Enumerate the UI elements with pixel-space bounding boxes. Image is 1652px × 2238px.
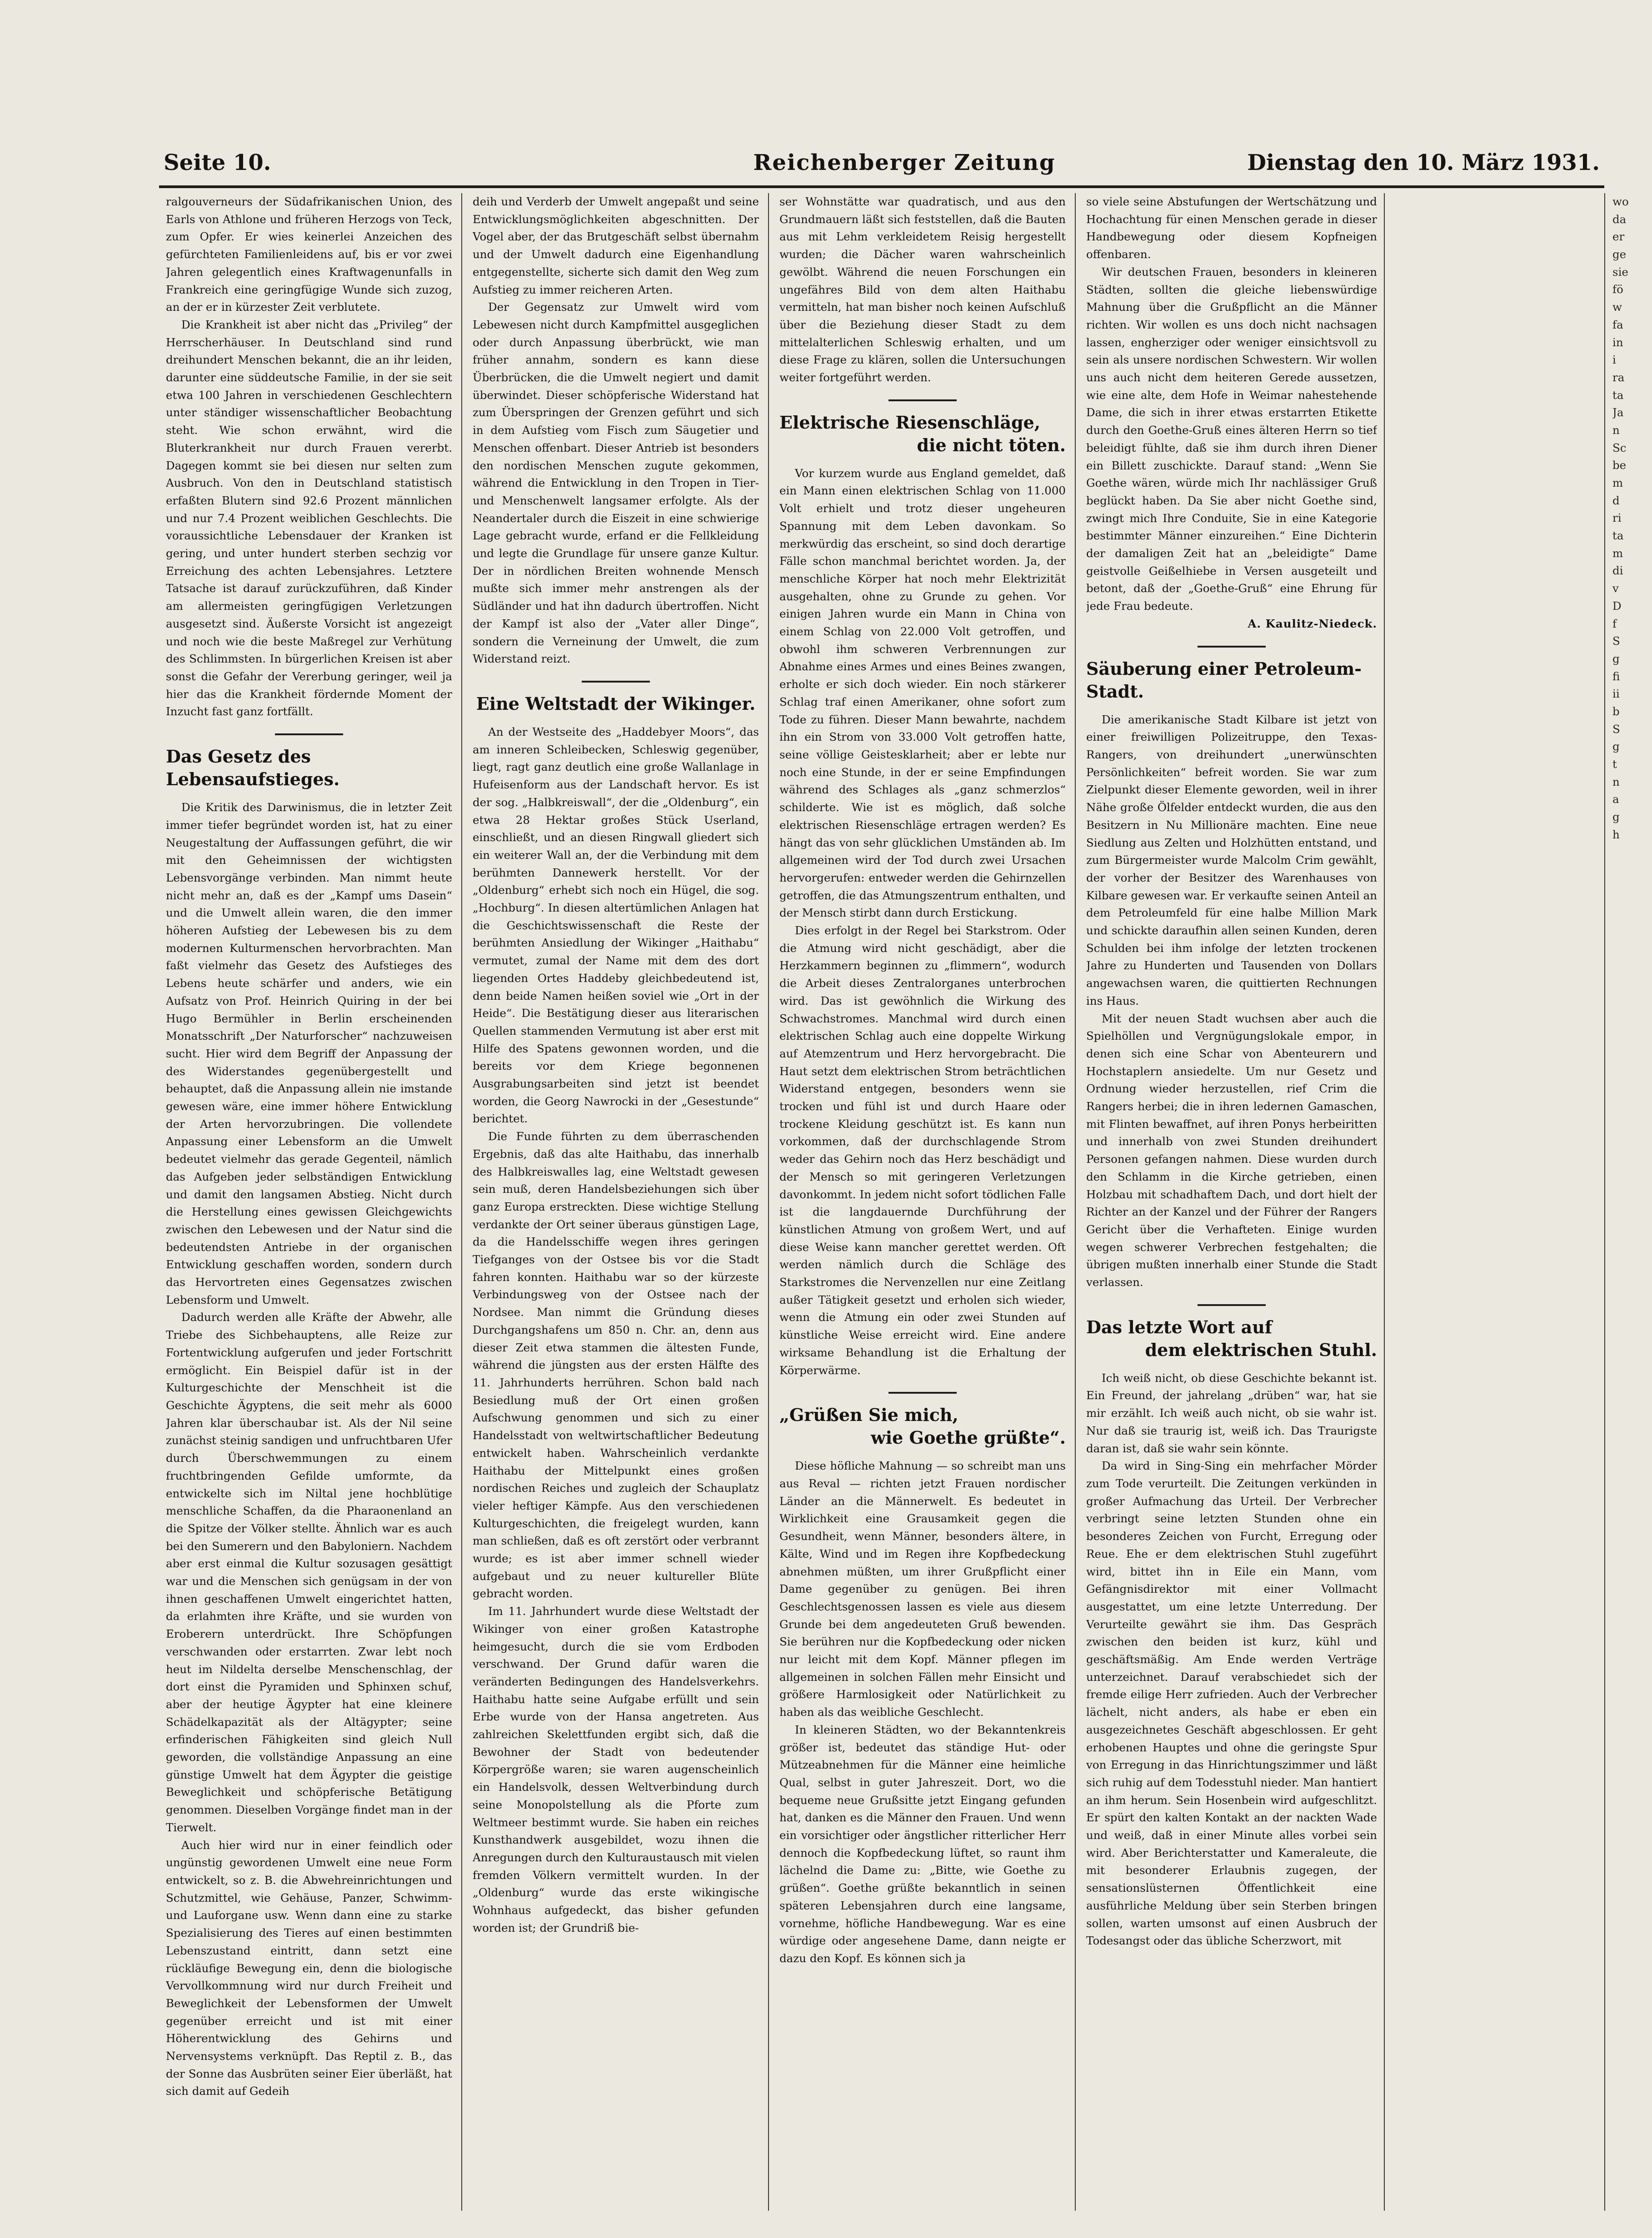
headline-line: Elektrische Riesenschläge, xyxy=(779,412,1041,433)
article-separator xyxy=(1198,1304,1266,1306)
headline-goethe-gruss xyxy=(779,1404,1066,1449)
page-header xyxy=(164,145,1600,181)
cropped-line-fragment: Sc xyxy=(1612,441,1627,454)
article-paragraph: Die Krankheit ist aber nicht das „Privileg“ der Herrscherhäuser. In Deutschland sind rund dreihundert Menschen bekannt, die an ihr leiden, darunter eine süddeutsche Familie, in der sie seit etwa 100 Jahren in verschiedenen Geschlechtern unter ständiger wissenschaftlicher Beobachtung steht. Wie schon erwähnt, wird die Bluterkrankheit nur durch Frauen vererbt. Dagegen kommt sie bei diesen nur selten zum Ausbruch. Von den in Deutschland statistisch erfaßten Blutern sind 92.6 Prozent männlichen und nur 7.4 Prozent weiblichen Geschlechts. Die voraussichtliche Lebensdauer der Kranken ist gering, und unter hundert sterben sechzig vor Erreichung des achten Lebensjahres. Letztere Tatsache ist darauf zurückzuführen, daß Kinder am allermeisten geringfügigen Verletzungen ausgesetzt sind. Äußerste Vorsicht ist angezeigt und noch wie die beste Maßregel zur Verhütung des Schlimmsten. In bürgerlichen Kreisen ist aber sonst die Gefahr der Vererbung geringer, weil ja hier das die Krankheit fördernde Moment der Inzucht fast ganz fortfällt. xyxy=(166,318,452,718)
cropped-line-fragment: h xyxy=(1612,827,1620,841)
page-number: Seite 10. xyxy=(164,150,271,175)
issue-date: Dienstag den 10. März 1931. xyxy=(1247,150,1600,175)
cropped-line-fragment: a xyxy=(1612,793,1619,806)
cropped-line-fragment: in xyxy=(1612,335,1623,349)
article-separator xyxy=(582,681,650,683)
headline-line: die nicht töten. xyxy=(917,434,1066,455)
cropped-line-fragment: v xyxy=(1612,582,1619,595)
cropped-line-fragment: g xyxy=(1612,740,1620,753)
article-paragraph: so viele seine Abstufungen der Wertschätzung und Hochachtung für einen Menschen gerade in dieser Handbewegung oder diesem Kopfneigen offenbaren. xyxy=(1086,195,1377,261)
cropped-line-fragment: t xyxy=(1612,758,1617,771)
cropped-line-fragment: S xyxy=(1612,634,1620,648)
cropped-line-fragment: m xyxy=(1612,476,1623,489)
article-paragraph: ser Wohnstätte war quadratisch, und aus den Grundmauern läßt sich feststellen, daß die Bauten aus mit Lehm verkleidetem Reisig hergestellt wurden; die Dächer waren wahrscheinlich gewölbt. Während die neuen Forschungen ein ungefähres Bild von dem alten Haithabu vermitteln, hat man bisher noch keinen Aufschluß über die Beziehung dieser Stadt zu dem mittelalterlichen Schleswig erhalten, und um diese Frage zu klären, sollen die Untersuchungen weiter fortgeführt werden. xyxy=(779,195,1066,384)
cropped-line-fragment: ri xyxy=(1612,511,1622,525)
author-signature: A. Kaulitz-Niedeck. xyxy=(1248,617,1377,630)
article-paragraph: An der Westseite des „Haddebyer Moors“, das am inneren Schleibecken, Schleswig gegenüber, liegt, ragt ganz deutlich eine große Wallanlage in Hufeisenform aus der Landschaft hervor. Es ist der sog. „Halbkreiswall“, der die „Oldenburg“, ein etwa 28 Hektar großes Stück Userland, einschließt, und an diesen Ringwall gliedert sich ein weiterer Wall an, der die Verbindung mit dem berühmten Dannewerk herstellt. Vor der „Oldenburg“ erhebt sich noch ein Hügel, die sog. „Hochburg“. In diesen altertümlichen Anlagen hat die Geschichtswissenschaft die Reste der berühmten Ansiedlung der Wikinger „Haithabu“ vermutet, zumal der Name mit dem des dort liegenden Ortes Haddeby gleichbedeutend ist, denn beide Namen heißen soviel wie „Ort in der Heide“. Die Bestätigung dieser aus literarischen Quellen stammenden Vermutung ist aber erst mit Hilfe des Spatens gewonnen worden, und die bereits vor dem Kriege begonnenen Ausgrabungsarbeiten sind jetzt ist beendet worden, die Georg Nawrocki in der „Gesestunde“ berichtet. xyxy=(473,725,759,1126)
cropped-line-fragment: i xyxy=(1612,353,1616,367)
cropped-line-fragment: er xyxy=(1612,230,1625,244)
cropped-line-fragment: ta xyxy=(1612,388,1624,402)
headline-petroleum-stadt: Säuberung einer Petroleum-Stadt. xyxy=(1086,658,1362,702)
headline-lebensaufstieg: Das Gesetz des Lebensaufstieges. xyxy=(166,746,340,790)
article-paragraph: deih und Verderb der Umwelt angepaßt und seine Entwicklungsmöglichkeiten abgeschnitten. Der Vogel aber, der das Brutgeschäft selbst übernahm und der Umwelt dadurch eine Eigenhandlung entgegenstellte, sicherte sich damit den Weg zum Aufstieg zu immer reicheren Arten. xyxy=(473,195,759,296)
article-separator xyxy=(888,1392,957,1394)
cropped-line-fragment: ra xyxy=(1612,370,1625,384)
article-paragraph: Im 11. Jahrhundert wurde diese Weltstadt der Wikinger von einer großen Katastrophe heimgesucht, durch die sie vom Erdboden verschwand. Der Grund dafür waren die veränderten Bedingungen des Handelsverkehrs. Haithabu hatte seine Aufgabe erfüllt und sein Erbe wurde von der Hansa angetreten. Aus zahlreichen Skelettfunden ergibt sich, daß die Bewohner der Stadt von bedeutender Körpergröße waren; sie waren augenscheinlich ein Handelsvolk, dessen Weltverbindung durch seine Monopolstellung als die Pforte zum Weltmeer bestimmt wurde. Sie haben ein reiches Kunsthandwerk ausgebildet, wozu ihnen die Anregungen durch den Kulturaustausch mit vielen fremden Völkern vermittelt wurden. In der „Oldenburg“ wurde das erste wikingische Wohnhaus aufgedeckt, das bisher gefunden worden ist; der Grundriß bie- xyxy=(473,1605,759,1934)
cropped-line-fragment: d xyxy=(1612,493,1620,507)
cropped-line-fragment: fö xyxy=(1612,283,1623,296)
headline-line: Das letzte Wort auf xyxy=(1086,1316,1273,1337)
column-rule xyxy=(1604,193,1605,2211)
cropped-line-fragment: wo xyxy=(1612,195,1629,208)
headline-line: dem elektrischen Stuhl. xyxy=(1145,1339,1377,1360)
cropped-line-fragment: ii xyxy=(1612,687,1620,701)
article-paragraph: Ich weiß nicht, ob diese Geschichte bekannt ist. Ein Freund, der jahrelang „drüben“ war, hat sie mir erzählt. Ich weiß auch nicht, ob sie wahr ist. Nur daß sie traurig ist, weiß ich. Das Traurigste daran ist, daß sie wahr sein könnte. xyxy=(1086,1371,1377,1455)
cropped-line-fragment: n xyxy=(1612,423,1620,437)
article-paragraph: Vor kurzem wurde aus England gemeldet, daß ein Mann einen elektrischen Schlag von 11.000 Volt erhielt und trotz dieser ungeheuren Spannung mit dem Leben davonkam. So merkwürdig das erscheint, so sind doch derartige Fälle schon manchmal berichtet worden. Ja, der menschliche Körper hat noch mehr Elektrizität ausgehalten, ohne zu Grunde zu gehen. Vor einigen Jahren wurde ein Mann in China von einem Schlag von 22.000 Volt getroffen, und obwohl ihm schweren Verbrennungen zur Abnahme eines Armes und eines Beines zwangen, erholte er sich doch wieder. Ein noch stärkerer Schlag traf einen Amerikaner, ohne sofort zum Tode zu führen. Dieser Mann bewahrte, nachdem ihn ein Strom von 33.000 Volt getroffen hatte, seine völlige Geistesklarheit; aber er lebte nur noch eine Stunde, in der er seine Empfindungen während des Schlages als „ganz schmerzlos“ schilderte. Wie ist es möglich, daß solche elektrischen Riesenschläge ertragen werden? Es hängt das von sehr glücklichen Umständen ab. Im allgemeinen wird der Tod durch zwei Ursachen hervorgerufen: entweder werden die Gehirnzellen getroffen, die das Atmungszentrum enthalten, und der Mensch stirbt dann durch Erstickung. xyxy=(779,466,1066,920)
column-4 xyxy=(1086,193,1377,2211)
cropped-line-fragment: ge xyxy=(1612,248,1627,261)
article-paragraph: ralgouverneurs der Südafrikanischen Union, des Earls von Athlone und früheren Herzogs von Teck, zum Opfer. Er wies keinerlei Anzeichen des gefürchteten Familienleidens auf, bis er vor zwei Jahren gelegentlich eines Kraftwagenunfalls in Frankreich eine geringfügige Wunde sich zuzog, an der er in kürzester Zeit verblutete. xyxy=(166,195,452,314)
column-rule xyxy=(461,193,462,2211)
headline-line: „Grüßen Sie mich, xyxy=(779,1405,958,1426)
headline-riesenschlaege xyxy=(779,411,1066,457)
article-paragraph: Da wird in Sing-Sing ein mehrfacher Mörder zum Tode verurteilt. Die Zeitungen verkünden in großer Aufmachung das Urteil. Der Verbrecher verbringt seine letzten Stunden ohne ein besonderes Zeichen von Furcht, Erregung oder Reue. Ehe er dem elektrischen Stuhl zugeführt wird, bittet ihn in Eile ein Mann, vom Gefängnisdirektor mit einer Vollmacht ausgestattet, um eine letzte Unterredung. Der Verurteilte gewährt sie ihm. Das Gespräch zwischen den beiden ist kurz, kühl und geschäftsmäßig. Am Ende werden Verträge unterzeichnet. Darauf verabschiedet sich der fremde eilige Herr zufrieden. Auch der Verbrecher lächelt, nicht anders, als habe er eben ein ausgezeichnetes Geschäft abgeschlossen. Er geht erhobenen Hauptes und ohne die geringste Spur von Erregung in das Hinrichtungszimmer und läßt sich ruhig auf dem Todesstuhl nieder. Man hantiert an ihm herum. Sein Hosenbein wird aufgeschlitzt. Er spürt den kalten Kontakt an der nackten Wade und weiß, daß in einer Minute alles vorbei sein wird. Aber Berichterstatter und Kameraleute, die mit besonderer Erlaubnis zugegen, der sensationslüsternen Öffentlichkeit eine ausführliche Meldung über sein Sterben bringen sollen, warten umsonst auf einen Ausbruch der Todesangst oder das übliche Scherzwort, mit xyxy=(1086,1459,1377,1948)
article-paragraph: Die amerikanische Stadt Kilbare ist jetzt von einer freiwilligen Polizeitruppe, den Texas-Rangers, von dreihundert „unerwünschten Persönlichkeiten“ befreit worden. Sie war zum Zielpunkt dieser Elemente geworden, weil in ihrer Nähe große Ölfelder entdeckt wurden, die aus den Besitzern in Nu Millionäre machten. Eine neue Siedlung aus Zelten und Holzhütten entstand, und zum Bürgermeister wurde Malcolm Crim gewählt, der vorher der Besitzer des Warenhauses von Kilbare gewesen war. Er verkaufte seinen Anteil an dem Petroleumfeld für eine halbe Million Mark und schickte daraufhin allen seinen Kunden, deren Schulden bei ihm infolge der letzten trockenen Jahre zu Hunderten und Tausenden von Dollars angewachsen waren, die quittierten Rechnungen ins Haus. xyxy=(1086,713,1377,1007)
headline-elektrischer-stuhl xyxy=(1086,1316,1377,1361)
cropped-line-fragment: sie xyxy=(1612,265,1628,279)
article-paragraph: Dies erfolgt in der Regel bei Starkstrom. Oder die Atmung wird nicht geschädigt, aber die Herzkammern beginnen zu „flimmern“, wodurch die Arbeit dieses Zentralorganes unterbrochen wird. Das ist gewöhnlich die Wirkung des Schwachstromes. Manchmal wird durch einen elektrischen Schlag auch eine doppelte Wirkung auf Atemzentrum und Herz hervorgebracht. Die Haut setzt dem elektrischen Strom beträchtlichen Widerstand entgegen, besonders wenn sie trocken und fühl ist und durch Haare oder trockene Kleidung geschützt ist. Es kann nun vorkommen, daß der durchschlagende Strom weder das Gehirn noch das Herz beschädigt und der Mensch so mit geringeren Verletzungen davonkommt. In jedem nicht sofort tödlichen Falle ist die langdauernde Durchführung der künstlichen Atmung von großem Wert, und auf diese Weise kann mancher gerettet werden. Oft werden nämlich durch die Schläge des Starkstromes die Nervenzellen nur eine Zeitlang außer Tätigkeit gesetzt und erholen sich wieder, wenn die Atmung ein oder zwei Stunden auf künstliche Weise erreicht wird. Eine andere wirksame Behandlung ist die Erhaltung der Körperwärme. xyxy=(779,924,1066,1377)
article-paragraph: In kleineren Städten, wo der Bekanntenkreis größer ist, bedeutet das ständige Hut- oder Mützeabnehmen für die Männer eine heimliche Qual, selbst in guter Jahreszeit. Dort, wo die bequeme neue Grußsitte jetzt Eingang gefunden hat, danken es die Männer den Frauen. Und wenn ein vorsichtiger oder ängstlicher ritterlicher Herr dennoch die Kopfbedeckung lüftet, so raunt ihm lächelnd die Dame zu: „Bitte, wie Goethe zu grüßen“. Goethe grüßte bekanntlich in seinen späteren Lebensjahren durch eine langsame, vornehme, höfliche Handbewegung. War es eine würdige oder angesehene Dame, dann neigte er dazu den Kopf. Es können sich ja xyxy=(779,1723,1066,1965)
article-paragraph: Mit der neuen Stadt wuchsen aber auch die Spielhöllen und Vergnügungslokale empor, in denen sich eine Schar von Abenteurern und Hochstaplern ansiedelte. Um nur Gesetz und Ordnung wieder herzustellen, rief Crim die Rangers herbei; die in ihren ledernen Gamaschen, mit Flinten bewaffnet, auf ihren Ponys herbeiritten und innerhalb von zwei Stunden dreihundert Personen gefangen nahmen. Diese wurden durch den Schlamm in die Kirche getrieben, einen Holzbau mit schadhaftem Dach, und dort hielt der Richter an der Kanzel und der Führer der Rangers Gericht über die Verhafteten. Einige wurden wegen schwerer Verbrechen festgehalten; die übrigen mußten innerhalb einer Stunde die Stadt verlassen. xyxy=(1086,1012,1377,1289)
cropped-line-fragment: fi xyxy=(1612,669,1620,683)
cropped-line-fragment: b xyxy=(1612,704,1620,718)
column-rule xyxy=(1384,193,1385,2211)
article-paragraph: Dadurch werden alle Kräfte der Abwehr, alle Triebe des Sichbehauptens, alle Reize zur Fortentwicklung aufgerufen und jeder Fortschritt ermöglicht. Ein Beispiel dafür ist in der Kulturgeschichte der Menschheit ist die Geschichte Ägyptens, die seit mehr als 6000 Jahren klar überschaubar ist. Als der Nil seine zunächst steinig sandigen und unfruchtbaren Ufer durch Überschwemmungen zu einem fruchtbringenden Gefilde umformte, da entwickelte sich im Niltal jene hochblütige menschliche Schaffen, da die Pharaonenland an die Spitze der Völker stellte. Ähnlich war es auch bei den Sumerern und den Babyloniern. Nachdem aber erst einmal die Kultur sozusagen gesättigt war und die Menschen sich genügsam in der von ihnen geschaffenen Umwelt eingerichtet hatten, da erlahmten ihre Kräfte, und sie wurden von Eroberern unterdrückt. Ihre Schöpfungen verschwanden oder erstarrten. Zwar lebt noch heut im Nildelta derselbe Menschenschlag, der dort einst die Pyramiden und Sphinxen schuf, aber der heutige Ägypter hat eine kleinere Schädelkapazität als der Altägypter; seine erfinderischen Fähigkeiten sind gleich Null geworden, die vollständige Anpassung an eine günstige Umwelt hat dem Ägypter die geistige Beweglichkeit und schöpferische Betätigung genommen. Dieselben Vorgänge findet man in der Tierwelt. xyxy=(166,1311,452,1834)
cropped-line-fragment: g xyxy=(1612,652,1620,665)
article-separator xyxy=(888,399,957,401)
column-rule xyxy=(1075,193,1076,2211)
cropped-adjacent-column xyxy=(1612,193,1652,2211)
headline-line: wie Goethe grüßte“. xyxy=(870,1427,1066,1448)
newspaper-title: Reichenberger Zeitung xyxy=(753,150,1056,175)
article-separator xyxy=(1198,646,1266,648)
cropped-line-fragment: di xyxy=(1612,564,1623,578)
column-rule xyxy=(768,193,769,2211)
cropped-line-fragment: Ja xyxy=(1612,406,1624,419)
cropped-line-fragment: be xyxy=(1612,459,1627,472)
cropped-line-fragment: w xyxy=(1612,300,1622,314)
article-separator xyxy=(275,733,343,735)
cropped-line-fragment: g xyxy=(1612,810,1620,824)
article-paragraph: Der Gegensatz zur Umwelt wird vom Lebewesen nicht durch Kampfmittel ausgeglichen oder durch Anpassung überbrückt, wie man früher annahm, sondern es kann diese Überbrücken, die die Umwelt negiert und damit überwindet. Dieser schöpferische Widerstand hat zum Überspringen der Grenzen geführt und sich in dem Aufstieg vom Fisch zum Säugetier und Menschen offenbart. Dieser Antrieb ist besonders den nordischen Menschen zugute gekommen, während die Entwicklung in den Tropen in Tier- und Menschenwelt langsamer erfolgte. Als der Neandertaler durch die Eiszeit in eine schwierige Lage gebracht wurde, erfand er die Fellkleidung und legte die Grundlage für unsere ganze Kultur. Der in nördlichen Breiten wohnende Mensch mußte sich immer mehr anstrengen als der Südländer und hat ihn dadurch übertroffen. Nicht der Kampf ist also der „Vater aller Dinge“, sondern die Verneinung der Umwelt, die zum Widerstand reizt. xyxy=(473,300,759,666)
column-3 xyxy=(779,193,1066,2211)
column-2 xyxy=(473,193,759,2211)
article-paragraph: Diese höfliche Mahnung — so schreibt man uns aus Reval — richten jetzt Frauen nordischer Länder an die Männerwelt. Es bedeutet in Wirklichkeit eine Grausamkeit gegen die Gesundheit, wenn Männer, besonders ältere, in Kälte, Wind und im Regen ihre Kopfbedeckung abnehmen müßten, um ihrer Grußpflicht einer Dame gegenüber zu genügen. Bei ihren Geschlechtsgenossen lassen es viele aus diesem Grunde bei dem angedeuteten Gruß bewenden. Sie berühren nur die Kopfbedeckung oder nicken nur leicht mit dem Kopf. Männer pflegen im allgemeinen in solchen Fällen mehr Einsicht und größere Harmlosigkeit oder Natürlichkeit zu haben als das weibliche Geschlecht. xyxy=(779,1459,1066,1719)
article-paragraph: Wir deutschen Frauen, besonders in kleineren Städten, sollten die gleiche liebenswürdige Mahnung über die Grußpflicht an die Männer richten. Wir wollen es uns doch nicht nachsagen lassen, engherziger oder weniger einsichtsvoll zu sein als unsere nordischen Schwestern. Wir wollen uns auch nicht dem heiteren Gerede aussetzen, wie eine alte, dem Hofe in Weimar nahestehende Dame, die sich in ihrer etwas erstarrten Etikette durch den Goethe-Gruß eines älteren Herrn so tief beleidigt fühlte, daß sie ihm durch ihren Diener ein Billett zuschickte. Darauf stand: „Wenn Sie Goethe wären, würde mich Ihr nachlässiger Gruß beglückt haben. Da Sie aber nicht Goethe sind, zwingt mich Ihre Conduite, Sie in eine Kategorie bestimmter Männer einzureihen.“ Eine Dichterin der damaligen Zeit hat an „beleidigte“ Dame geistvolle Geißelhiebe in Versen ausgeteilt und betont, daß der „Goethe-Gruß“ eine Ehrung für jede Frau bedeute. xyxy=(1086,265,1377,613)
cropped-line-fragment: f xyxy=(1612,617,1617,630)
cropped-line-fragment: da xyxy=(1612,212,1627,226)
cropped-line-fragment: S xyxy=(1612,722,1620,736)
cropped-line-fragment: ta xyxy=(1612,529,1624,543)
cropped-line-fragment: fa xyxy=(1612,318,1623,331)
article-paragraph: Die Funde führten zu dem überraschenden Ergebnis, daß das alte Haithabu, das innerhalb des Halbkreiswalles lag, eine Weltstadt gewesen sein muß, deren Handelsbeziehungen sich über ganz Europa erstreckten. Diese wichtige Stellung verdankte der Ort seiner überaus günstigen Lage, da die Handelsschiffe wegen ihres geringen Tiefganges von der Ostsee bis vor die Stadt fahren konnten. Haithabu war so der kürzeste Verbindungsweg von der Ostsee nach der Nordsee. Man nimmt die Gründung dieses Durchgangshafens um 850 n. Chr. an, denn aus dieser Zeit etwa stammen die ältesten Funde, während die jüngsten aus der ersten Hälfte des 11. Jahrhunderts herrühren. Schon bald nach Besiedlung muß der Ort einen großen Aufschwung genommen und sich zu einer Handelsstadt von weltwirtschaftlicher Bedeutung entwickelt haben. Wahrscheinlich verdankte Haithabu der Mittelpunkt eines großen nordischen Reiches und zugleich der Schauplatz vieler heftiger Kämpfe. Aus den verschiedenen Kulturgeschichten, die freigelegt wurden, kann man schließen, daß es oft zerstört oder verbrannt wurde; es ist aber immer schnell wieder aufgebaut und zu neuer kultureller Blüte gebracht worden. xyxy=(473,1130,759,1600)
column-1 xyxy=(166,193,452,2211)
cropped-line-fragment: D xyxy=(1612,599,1622,613)
headline-weltstadt-wikinger: Eine Weltstadt der Wikinger. xyxy=(476,693,756,714)
cropped-line-fragment: n xyxy=(1612,775,1620,788)
header-rule xyxy=(159,185,1604,188)
article-paragraph: Die Kritik des Darwinismus, die in letzter Zeit immer tiefer begründet worden ist, hat zu einer Neugestaltung der Auffassungen geführt, die wir mit den Geheimnissen der wichtigsten Lebensvorgänge verbinden. Man nimmt heute nicht mehr an, daß es der „Kampf ums Dasein“ und die Umwelt allein waren, die den immer höheren Aufstieg der Lebewesen bis zu dem modernen Kulturmenschen hervorbrachten. Man faßt vielmehr das Gesetz des Aufstieges des Lebens heute schärfer und anders, wie ein Aufsatz von Prof. Heinrich Quiring in der bei Hugo Bermühler in Berlin erscheinenden Monatsschrift „Der Naturforscher“ nachzuweisen sucht. Hier wird dem Begriff der Anpassung der des Widerstandes gegenübergestellt und behauptet, daß die Anpassung allein nie imstande gewesen wäre, eine immer höhere Entwicklung der Arten hervorzubringen. Die vollendete Anpassung einer Lebensform an die Umwelt bedeutet vielmehr das gerade Gegenteil, nämlich das Aufgeben jeder selbständigen Entwicklung und damit den langsamen Abstieg. Nicht durch die Herstellung eines gewissen Gleichgewichts zwischen den Lebewesen und der Natur sind die bedeutendsten Antriebe in der organischen Entwicklung geschaffen worden, sondern durch das Hervortreten eines Gegensatzes zwischen Lebensform und Umwelt. xyxy=(166,801,452,1306)
article-paragraph: Auch hier wird nur in einer feindlich oder ungünstig gewordenen Umwelt eine neue Form entwickelt, so z. B. die Abwehreinrichtungen und Schutzmittel, wie Gehäuse, Panzer, Schwimm- und Lauforgane usw. Wenn dann eine zu starke Spezialisierung des Tieres auf einen bestimmten Lebenszustand eintritt, dann setzt eine rückläufige Bewegung ein, denn die biologische Vervollkommnung wird nur durch Freiheit und Beweglichkeit der Lebensformen der Umwelt gegenüber erreicht und ist mit einer Höherentwicklung des Gehirns und Nervensystems verknüpft. Das Reptil z. B., das der Sonne das Ausbrüten seiner Eier überläßt, hat sich damit auf Gedeih xyxy=(166,1838,452,2098)
cropped-line-fragment: m xyxy=(1612,546,1623,560)
